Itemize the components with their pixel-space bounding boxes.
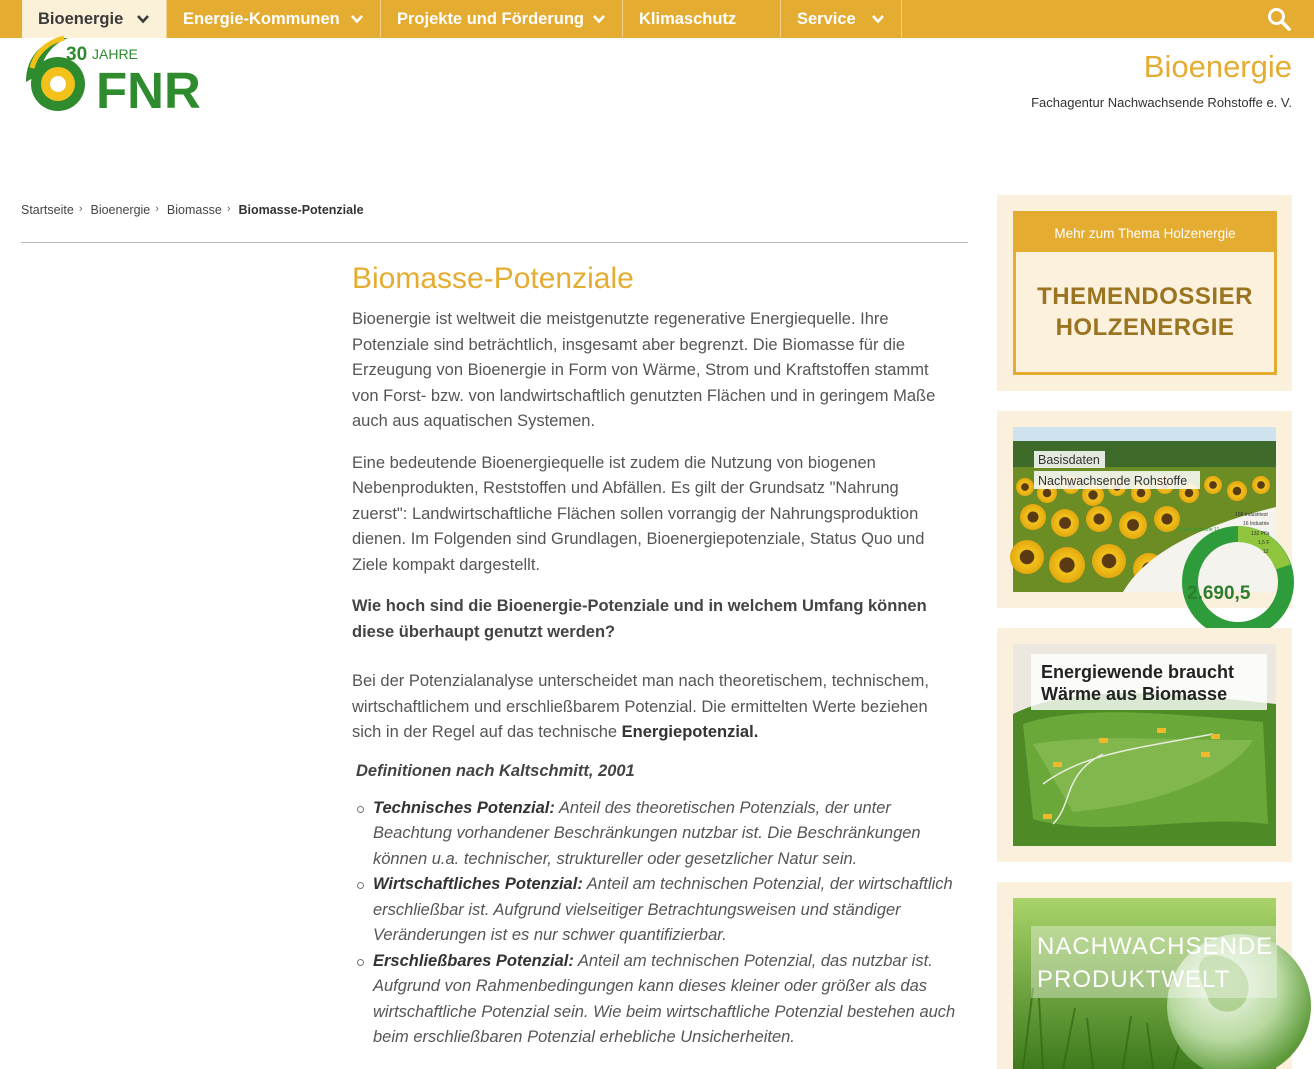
nav-label: Service [797, 9, 856, 28]
nav-label: Bioenergie [38, 9, 124, 28]
nav-item-energie-kommunen[interactable] [167, 0, 381, 38]
breadcrumb-startseite[interactable]: Startseite [21, 203, 74, 217]
breadcrumb-separator-icon: › [78, 203, 83, 215]
dossier-header: Mehr zum Thema Holzenergie [1016, 214, 1274, 252]
logo-word: JAHRE [92, 46, 138, 62]
site-subtitle: Fachagentur Nachwachsende Rohstoffe e. V. [1031, 95, 1292, 110]
search-icon[interactable] [1266, 6, 1292, 32]
chart-legend-item: 1,5 F [1258, 540, 1270, 546]
produktwelt-line1: NACHWACHSENDE [1037, 933, 1274, 960]
sidebar-box-produktwelt [997, 882, 1292, 1069]
definition-text: Anteil am technischen Potenzial, der wirtschaftlich erschließbar ist. Aufgrund vielseitiger Betrachtungsweisen und ständiger Veränderungen ist es nur schwer quantifizierbar. [373, 875, 953, 944]
basisdaten-sublabel: Nachwachsende Rohstoffe [1038, 474, 1188, 488]
chart-legend-item: 132 Pfla [1251, 531, 1270, 537]
energiewende-teaser[interactable] [1013, 644, 1276, 846]
sidebar-box-basisdaten [997, 411, 1292, 608]
page-title: Biomasse-Potenziale [352, 262, 634, 295]
second-paragraph: Eine bedeutende Bioenergiequelle ist zudem die Nutzung von biogenen Nebenprodukten, Reststoffen und Abfällen. Es gilt der Grundsatz "Nahrung zuerst": Landwirtschaftliche Flächen sollen vorrangig der Nahrungsproduktion dienen. Im Folgenden sind Grundlagen, Bioenergiepotenziale, Status Quo und Ziele kompakt dargestellt. [352, 453, 925, 574]
breadcrumb-bioenergie[interactable]: Bioenergie [90, 203, 151, 217]
chevron-down-icon [592, 12, 606, 26]
article [352, 262, 956, 1051]
nav-item-bioenergie[interactable] [22, 0, 167, 38]
chart-legend-item: 108 Industriest [1235, 512, 1268, 518]
sunflower-field-image [1013, 427, 1276, 604]
chart-legend-item: 12 [1263, 549, 1269, 555]
breadcrumb-separator-icon: › [226, 203, 231, 215]
top-navigation [0, 0, 1314, 38]
logo-number: 30 [66, 44, 88, 65]
sidebar-box-dossier [997, 195, 1292, 391]
basisdaten-label: Basisdaten [1038, 453, 1100, 467]
nav-item-service[interactable] [781, 0, 902, 38]
list-item [356, 796, 956, 873]
nav-item-projekte-foerderung[interactable] [381, 0, 623, 38]
chevron-down-icon [136, 12, 150, 26]
definition-text: Anteil am technischen Potenzial, das nutzbar ist. Aufgrund von Rahmenbedingungen kann dieses kleiner oder größer als das wirtschaftliche Potenzial sein. Wie beim wirtschaftliche Potenzial bestehen auch beim erschließbaren Potenzial erhebliche Unsicherheiten. [373, 951, 956, 1046]
divider [21, 242, 968, 243]
energiewende-line2: Wärme aus Biomasse [1041, 684, 1228, 704]
green-globe-image [1013, 898, 1276, 1069]
basisdaten-teaser[interactable] [1013, 427, 1276, 604]
nav-item-klimaschutz[interactable] [623, 0, 781, 38]
dossier-title-line1: THEMENDOSSIER [1037, 283, 1253, 310]
list-item [356, 872, 956, 949]
breadcrumb-biomasse[interactable]: Biomasse [166, 203, 222, 217]
energiewende-line1: Energiewende braucht [1041, 662, 1235, 682]
breadcrumb-separator-icon: › [155, 203, 159, 215]
definition-text: Anteil des theoretischen Potenzials, der unter Beachtung vorhandener Beschränkungen nutzbar ist. Die Beschränkungen können u.a. technischer, struktureller oder gesetzlicher Natur sein. [373, 798, 921, 868]
dossier-title [1016, 281, 1274, 343]
question-paragraph: Wie hoch sind die Bioenergie-Potenziale und in welchem Umfang können diese überhaupt genutzt werden? [352, 597, 927, 641]
breadcrumb [21, 203, 364, 217]
list-item [356, 949, 956, 1051]
grass-map-image [1013, 644, 1276, 846]
sidebar-box-energiewende [997, 628, 1292, 862]
chevron-down-icon [871, 12, 885, 26]
definitions-heading: Definitionen nach Kaltschmitt, 2001 [356, 761, 635, 780]
logo-brand: FNR [96, 62, 201, 119]
fnr-logo[interactable] [24, 38, 224, 119]
analysis-paragraph [352, 669, 956, 746]
intro-paragraph: Bioenergie ist weltweit die meistgenutzte regenerative Energiequelle. Ihre Potenziale sind beträchtlich, insgesamt aber begrenzt. Die Biomasse für die Erzeugung von Bioenergie in Form von Wärme, Strom und Kraftstoffen stammt von Forst- bzw. von landwirtschaftlich genutzten Flächen und in geringem Maße auch aus aquatischen Systemen. [352, 310, 936, 430]
dossier-title-line2: HOLZENERGIE [1055, 314, 1235, 341]
definition-term: Wirtschaftliches Potenzial: [373, 875, 583, 893]
analysis-bold: Energiepotenzial. [621, 723, 759, 741]
definitions-list [356, 796, 956, 1051]
nav-label: Projekte und Förderung [397, 9, 585, 28]
chart-legend-item: 16 Industrie [1243, 521, 1270, 527]
nav-label: Klimaschutz [639, 9, 737, 28]
produktwelt-line2: PRODUKTWELT [1037, 966, 1231, 993]
produktwelt-teaser[interactable] [1013, 898, 1276, 1069]
analysis-text: Bei der Potenzialanalyse unterscheidet man nach theoretischem, technischem, wirtschaftlichem und erschließbarem Potenzial. Die ermittelten Werte beziehen sich in der Regel auf das technische [352, 672, 929, 741]
chevron-down-icon [350, 12, 364, 26]
breadcrumb-current: Biomasse-Potenziale [238, 203, 364, 217]
definition-term: Erschließbares Potenzial: [373, 951, 574, 970]
chart-label: Festbrennstoffe 11 [1178, 527, 1220, 533]
site-title: Bioenergie [1143, 49, 1292, 84]
definition-term: Technisches Potenzial: [373, 798, 555, 817]
nav-label: Energie-Kommunen [183, 9, 340, 28]
big-number: 2.690,5 [1187, 583, 1251, 604]
dossier-teaser[interactable] [1013, 211, 1277, 375]
